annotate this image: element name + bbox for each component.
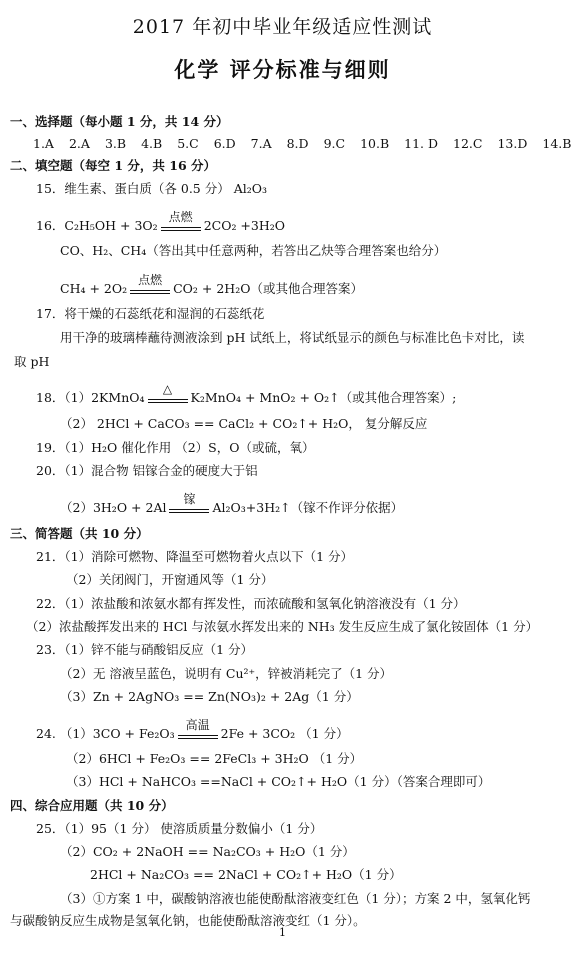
q16-reactants2: CH₄ + 2O₂	[60, 281, 128, 296]
section-heading-comprehensive: 四、综合应用题（共 10 分）	[10, 798, 174, 813]
q21-part1: 21．（1）消除可燃物、降温至可燃物着火点以下（1 分）	[36, 549, 354, 564]
section-heading-choice: 一、选择题（每小题 1 分，共 14 分）	[10, 114, 229, 129]
equals-arrow	[169, 491, 209, 517]
page-number: 1	[279, 926, 286, 939]
choice-answer: 6.D	[213, 136, 236, 151]
section-heading-short: 三、简答题（共 10 分）	[10, 526, 149, 541]
reaction-condition: 点燃	[138, 272, 163, 287]
q16-equation2	[60, 272, 363, 298]
q19: 19．（1）H₂O 催化作用 （2）S，O（或硫，氧）	[36, 440, 315, 455]
choice-answer: 10.B	[360, 136, 390, 151]
choice-answer: 9.C	[323, 136, 346, 151]
page-title: 2017 年初中毕业年级适应性测试	[132, 16, 433, 38]
reaction-condition: △	[162, 381, 173, 396]
choice-answer: 12.C	[453, 136, 483, 151]
q24-products: 2Fe + 3CO₂ （1 分）	[220, 726, 349, 741]
q25-part4: （3）①方案 1 中，碳酸钠溶液也能使酚酞溶液变红色（1 分）；方案 2 中，氢氧化钙	[60, 891, 531, 906]
q24-equation	[36, 717, 349, 743]
choice-answer: 3.B	[104, 136, 127, 151]
choice-answer: 7.A	[250, 136, 272, 151]
q21-part2: （2）关闭阀门，开窗通风等（1 分）	[66, 572, 274, 587]
q16-reactants: 16．C₂H₅OH + 3O₂	[36, 218, 158, 233]
equals-arrow	[161, 209, 201, 235]
reaction-condition: 高温	[185, 717, 210, 732]
q23-part2: （2）无 溶液呈蓝色，说明有 Cu²⁺，锌被消耗完了（1 分）	[60, 666, 393, 681]
q16-products2: CO₂ + 2H₂O（或其他合理答案）	[173, 281, 363, 296]
q25-part2: （2）CO₂ + 2NaOH == Na₂CO₃ + H₂O（1 分）	[60, 844, 355, 859]
q23-part3: （3）Zn + 2AgNO₃ == Zn(NO₃)₂ + 2Ag（1 分）	[60, 689, 359, 704]
choice-answers	[33, 136, 586, 152]
q25-part3: 2HCl + Na₂CO₃ == 2NaCl + CO₂↑+ H₂O（1 分）	[90, 867, 402, 882]
equals-arrow	[130, 272, 170, 298]
choice-answer: 1.A	[33, 136, 54, 151]
q16-products: 2CO₂ +3H₂O	[203, 218, 286, 233]
choice-answer: 11. D	[404, 136, 439, 151]
choice-answer: 8.D	[286, 136, 309, 151]
q24-reactants: 24. （1）3CO + Fe₂O₃	[36, 726, 175, 741]
q24-part3: （3）HCl + NaHCO₃ ==NaCl + CO₂↑+ H₂O（1 分）（答案合理即可）	[66, 774, 491, 789]
q17-line3: 取 pH	[14, 354, 50, 369]
choice-answer: 13.D	[497, 136, 528, 151]
q22-part1: 22．（1）浓盐酸和浓氨水都有挥发性，而浓硫酸和氢氧化钠溶液没有（1 分）	[36, 596, 466, 611]
q18-reactants: 18．（1）2KMnO₄	[36, 390, 145, 405]
choice-answer: 2.A	[68, 136, 90, 151]
q20-part1: 20．（1）混合物 铝镓合金的硬度大于铝	[36, 463, 258, 478]
q17-line2: 用干净的玻璃棒蘸待测液涂到 pH 试纸上，将试纸显示的颜色与标准比色卡对比，读	[60, 330, 525, 345]
q20-products: Al₂O₃+3H₂↑（镓不作评分依据）	[212, 500, 404, 515]
q16-gases: CO、H₂、CH₄（答出其中任意两种，若答出乙炔等合理答案也给分）	[60, 243, 447, 258]
q23-part1: 23．（1）锌不能与硝酸铝反应（1 分）	[36, 642, 254, 657]
q18-part2: （2） 2HCl + CaCO₃ == CaCl₂ + CO₂↑+ H₂O， 复分解反应	[60, 416, 428, 431]
page-subtitle: 化学 评分标准与细则	[174, 57, 391, 82]
reaction-condition: 点燃	[168, 209, 193, 224]
choice-answer: 14.B	[542, 136, 572, 151]
q25-part1: 25．（1）95（1 分） 使溶质质量分数偏小（1 分）	[36, 821, 323, 836]
choice-answer: 4.B	[141, 136, 163, 151]
q20-equation	[60, 491, 404, 517]
q20-reactants: （2）3H₂O + 2Al	[60, 500, 167, 515]
section-heading-fill: 二、填空题（每空 1 分，共 16 分）	[10, 158, 217, 173]
q15: 15．维生素、蛋白质（各 0.5 分） Al₂O₃	[36, 181, 268, 196]
q22-part2: （2）浓盐酸挥发出来的 HCl 与浓氨水挥发出来的 NH₃ 发生反应生成了氯化铵固体（1 分）	[26, 619, 539, 634]
equals-arrow	[178, 717, 218, 743]
q24-part2: （2）6HCl + Fe₂O₃ == 2FeCl₃ + 3H₂O （1 分）	[66, 751, 363, 766]
reaction-condition: 镓	[183, 491, 196, 506]
q18-products: K₂MnO₄ + MnO₂ + O₂↑（或其他合理答案）;	[190, 390, 457, 405]
q16-equation	[36, 209, 286, 235]
choice-answer: 5.C	[177, 136, 199, 151]
equals-arrow	[148, 381, 188, 407]
q25-part5: 与碳酸钠反应生成物是氢氧化钠，也能使酚酞溶液变红（1 分）。	[10, 913, 366, 928]
q18-equation	[36, 381, 457, 407]
q17-line1: 17．将干燥的石蕊纸花和湿润的石蕊纸花	[36, 306, 265, 321]
